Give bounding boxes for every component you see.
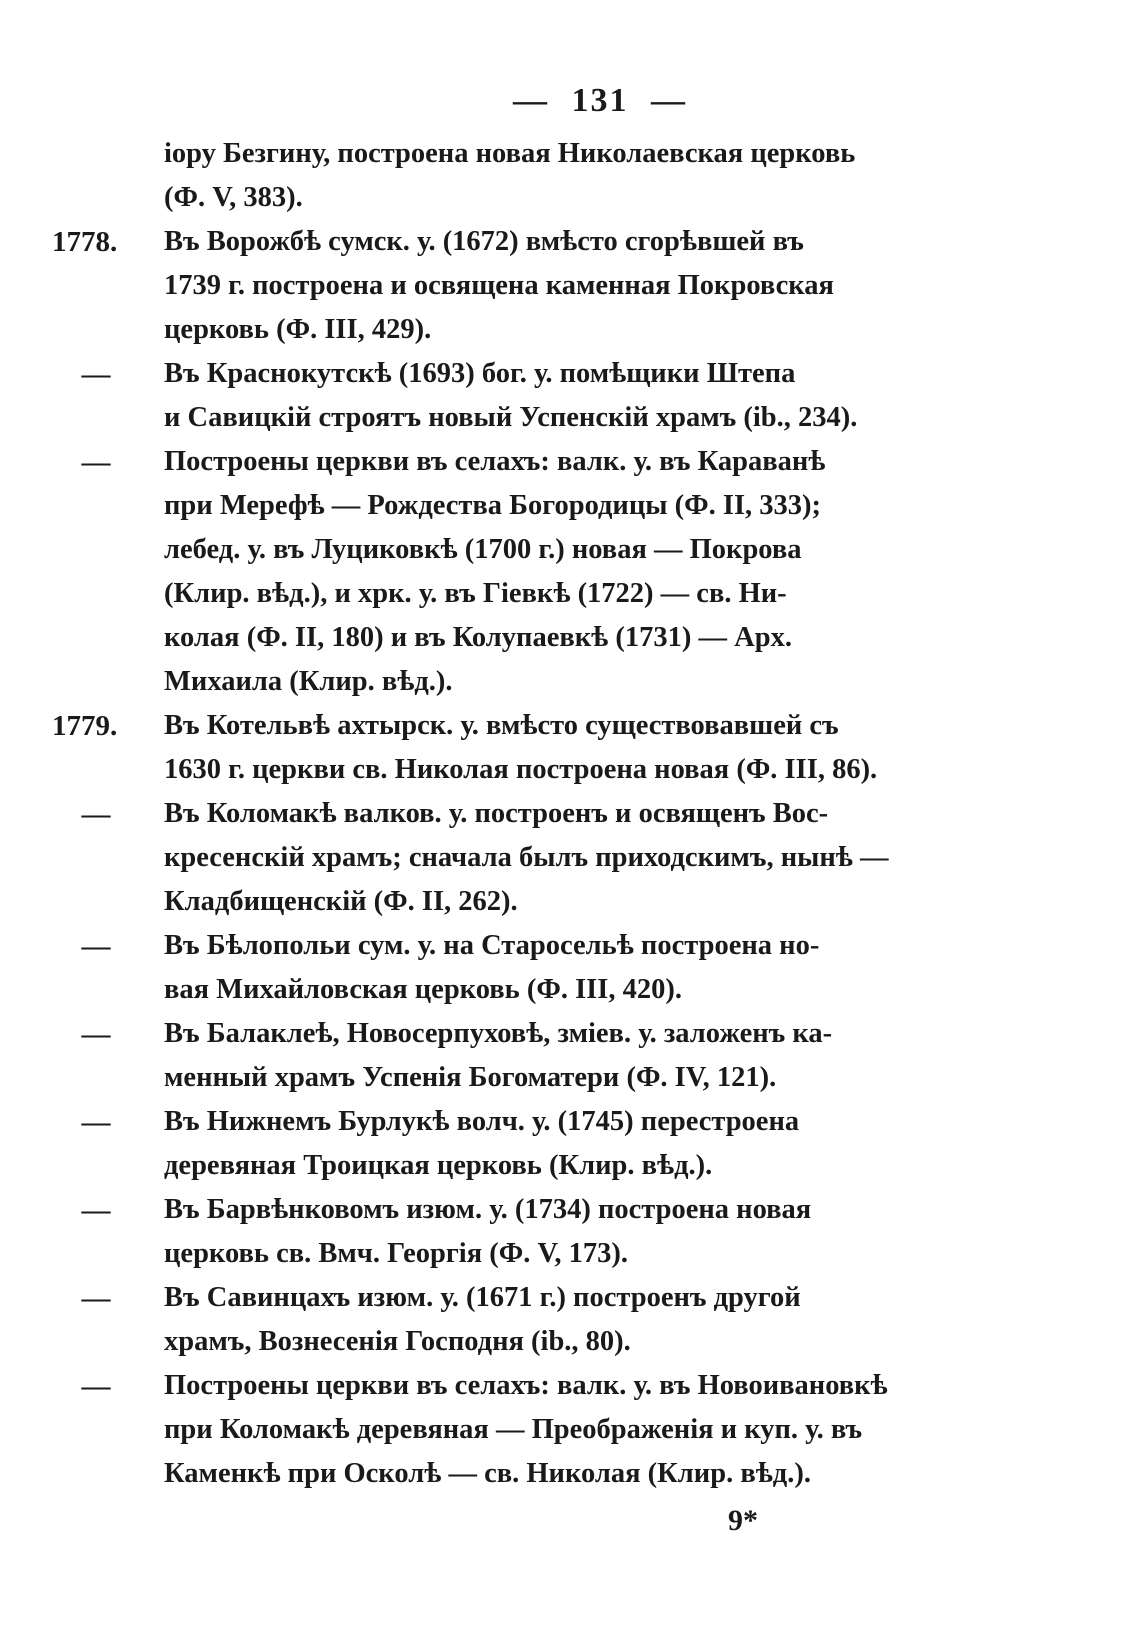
entry-dash: — [81,798,111,830]
text-line: 1630 г. церкви св. Николая построена новая (Ф. III, 86). [164,754,878,785]
entry-text [164,132,1062,220]
text-line: Въ Котельвѣ ахтырск. у. вмѣсто существовавшей съ [164,710,839,741]
entry-dash: — [81,1194,111,1226]
text-line: іору Безгину, построена новая Николаевская церковь [164,138,856,169]
text-line: Въ Савинцахъ изюм. у. (1671 г.) построенъ другой [164,1282,801,1313]
text-line: (Клир. вѣд.), и хрк. у. въ Гіевкѣ (1722) — св. Ни- [164,578,787,609]
text-line: вая Михайловская церковь (Ф. III, 420). [164,974,682,1005]
header-dash-right: — [651,82,687,119]
entry-dash: — [81,358,111,390]
chronicle-entry [52,1012,1062,1100]
text-line: Въ Балаклеѣ, Новосерпуховѣ, зміев. у. заложенъ ка- [164,1018,833,1049]
entry-dash: — [81,1370,111,1402]
entry-text [164,352,1062,440]
signature-mark: 9* [728,1504,758,1537]
entry-dash: — [81,1018,111,1050]
text-line: и Савицкій строятъ новый Успенскій храмъ (ib., 234). [164,402,858,433]
text-line: колая (Ф. II, 180) и въ Колупаевкѣ (1731) — Арх. [164,622,792,653]
text-line: Въ Нижнемъ Бурлукѣ волч. у. (1745) перестроена [164,1106,800,1137]
text-line: Въ Бѣлопольи сум. у. на Старосельѣ построена но- [164,930,820,961]
text-line: Въ Ворожбѣ сумск. у. (1672) вмѣсто сгорѣвшей въ [164,226,804,257]
text-line: при Коломакѣ деревяная — Преображенія и куп. у. въ [164,1414,863,1445]
text-line: Михаила (Клир. вѣд.). [164,666,453,697]
text-line: лебед. у. въ Луциковкѣ (1700 г.) новая — Покрова [164,534,802,565]
text-line: Въ Барвѣнковомъ изюм. у. (1734) построена новая [164,1194,812,1225]
text-line: храмъ, Вознесенія Господня (ib., 80). [164,1326,631,1357]
text-line: Кладбищенскій (Ф. II, 262). [164,886,518,917]
text-line: церковь св. Вмч. Георгія (Ф. V, 173). [164,1238,628,1269]
chronicle-entry [52,1364,1062,1496]
entry-text [164,440,1062,704]
entry-year: 1778. [52,226,118,258]
chronicle-entry [52,1188,1062,1276]
chronicle-entry [52,792,1062,924]
entry-dash: — [81,446,111,478]
text-line: церковь (Ф. III, 429). [164,314,432,345]
text-line: (Ф. V, 383). [164,182,303,213]
entry-year: 1779. [52,710,118,742]
chronicle-entry [52,132,1062,220]
entry-dash: — [81,1282,111,1314]
header-dash-left: — [513,82,549,119]
entry-text [164,1012,1062,1100]
text-line: 1739 г. построена и освящена каменная Покровская [164,270,834,301]
chronicle-entry [52,1276,1062,1364]
text-line: менный храмъ Успенія Богоматери (Ф. IV, 121). [164,1062,777,1093]
text-line: Въ Коломакѣ валков. у. построенъ и освященъ Вос- [164,798,829,829]
chronicle-entry [52,704,1062,792]
page-number: 131 [571,82,629,119]
entry-text [164,1364,1062,1496]
entry-text [164,1276,1062,1364]
entry-text [164,704,1062,792]
entry-dash: — [81,930,111,962]
entry-text [164,924,1062,1012]
text-line: кресенскій храмъ; сначала былъ приходскимъ, нынѣ — [164,842,889,873]
chronicle-entry [52,352,1062,440]
entry-text [164,1100,1062,1188]
entry-text [164,220,1062,352]
text-line: Построены церкви въ селахъ: валк. у. въ Караванѣ [164,446,826,477]
entry-text [164,1188,1062,1276]
page-header [0,82,1140,120]
text-line: Построены церкви въ селахъ: валк. у. въ Новоивановкѣ [164,1370,888,1401]
page-body [52,132,1062,1496]
text-line: Каменкѣ при Осколѣ — св. Николая (Клир. вѣд.). [164,1458,811,1489]
text-line: деревяная Троицкая церковь (Клир. вѣд.). [164,1150,713,1181]
entry-text [164,792,1062,924]
chronicle-entry [52,440,1062,704]
chronicle-entry [52,1100,1062,1188]
chronicle-entry [52,924,1062,1012]
chronicle-entry [52,220,1062,352]
text-line: при Мерефѣ — Рождества Богородицы (Ф. II, 333); [164,490,822,521]
text-line: Въ Краснокутскѣ (1693) бог. у. помѣщики Штепа [164,358,796,389]
entry-dash: — [81,1106,111,1138]
